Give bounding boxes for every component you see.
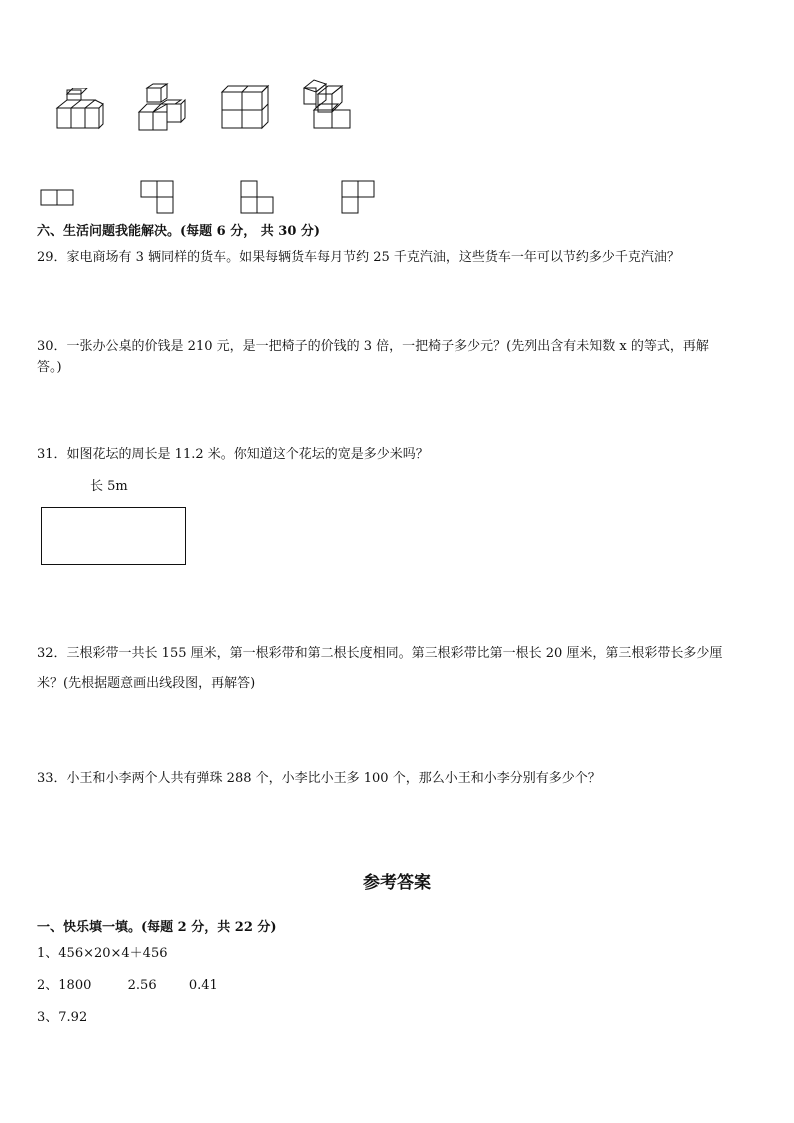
cube-figure-1 [55, 88, 105, 132]
question-30-line-2: 答。) [37, 360, 62, 375]
answer-3: 3、7.92 [37, 1010, 88, 1025]
view-figure-2 [140, 180, 176, 218]
rectangle-length-label: 长 5m [90, 479, 128, 494]
answer-2-a: 2、1800 [37, 978, 92, 993]
question-29: 29．家电商场有 3 辆同样的货车。如果每辆货车每月节约 25 千克汽油，这些货车一年可以节约多少千克汽油？ [37, 250, 680, 265]
cube-figure-3 [220, 84, 270, 132]
question-31: 31．如图花坛的周长是 11.2 米。你知道这个花坛的宽是多少米吗？ [37, 447, 429, 462]
answers-title: 参考答案 [363, 873, 431, 893]
question-30-line-1: 30．一张办公桌的价钱是 210 元，是一把椅子的价钱的 3 倍，一把椅子多少元？(先列出含有未知数 x 的等式，再解 [37, 339, 709, 354]
answers-section-1-header: 一、快乐填一填。(每题 2 分，共 22 分) [37, 920, 277, 935]
answer-1: 1、456×20×4＋456 [37, 946, 168, 961]
answer-2-c: 0.41 [188, 978, 218, 993]
view-figure-3 [240, 180, 276, 218]
question-32-line-1: 32．三根彩带一共长 155 厘米，第一根彩带和第二根长度相同。第三根彩带比第一根长 20 厘米，第三根彩带长多少厘 [37, 646, 723, 661]
answer-2 [37, 975, 218, 997]
cube-figure-4 [300, 78, 355, 133]
question-32-line-2: 米？(先根据题意画出线段图，再解答) [37, 676, 256, 691]
answer-2-b: 2.56 [127, 978, 157, 993]
flowerbed-rectangle [41, 507, 186, 565]
cube-figure-2 [135, 82, 190, 134]
section-6-header: 六、生活问题我能解决。(每题 6 分， 共 30 分) [37, 224, 321, 239]
question-33: 33．小王和小李两个人共有弹珠 288 个，小李比小王多 100 个，那么小王和小李分别有多少个？ [37, 771, 601, 786]
view-figure-1 [40, 188, 76, 208]
view-figure-4 [341, 180, 377, 218]
